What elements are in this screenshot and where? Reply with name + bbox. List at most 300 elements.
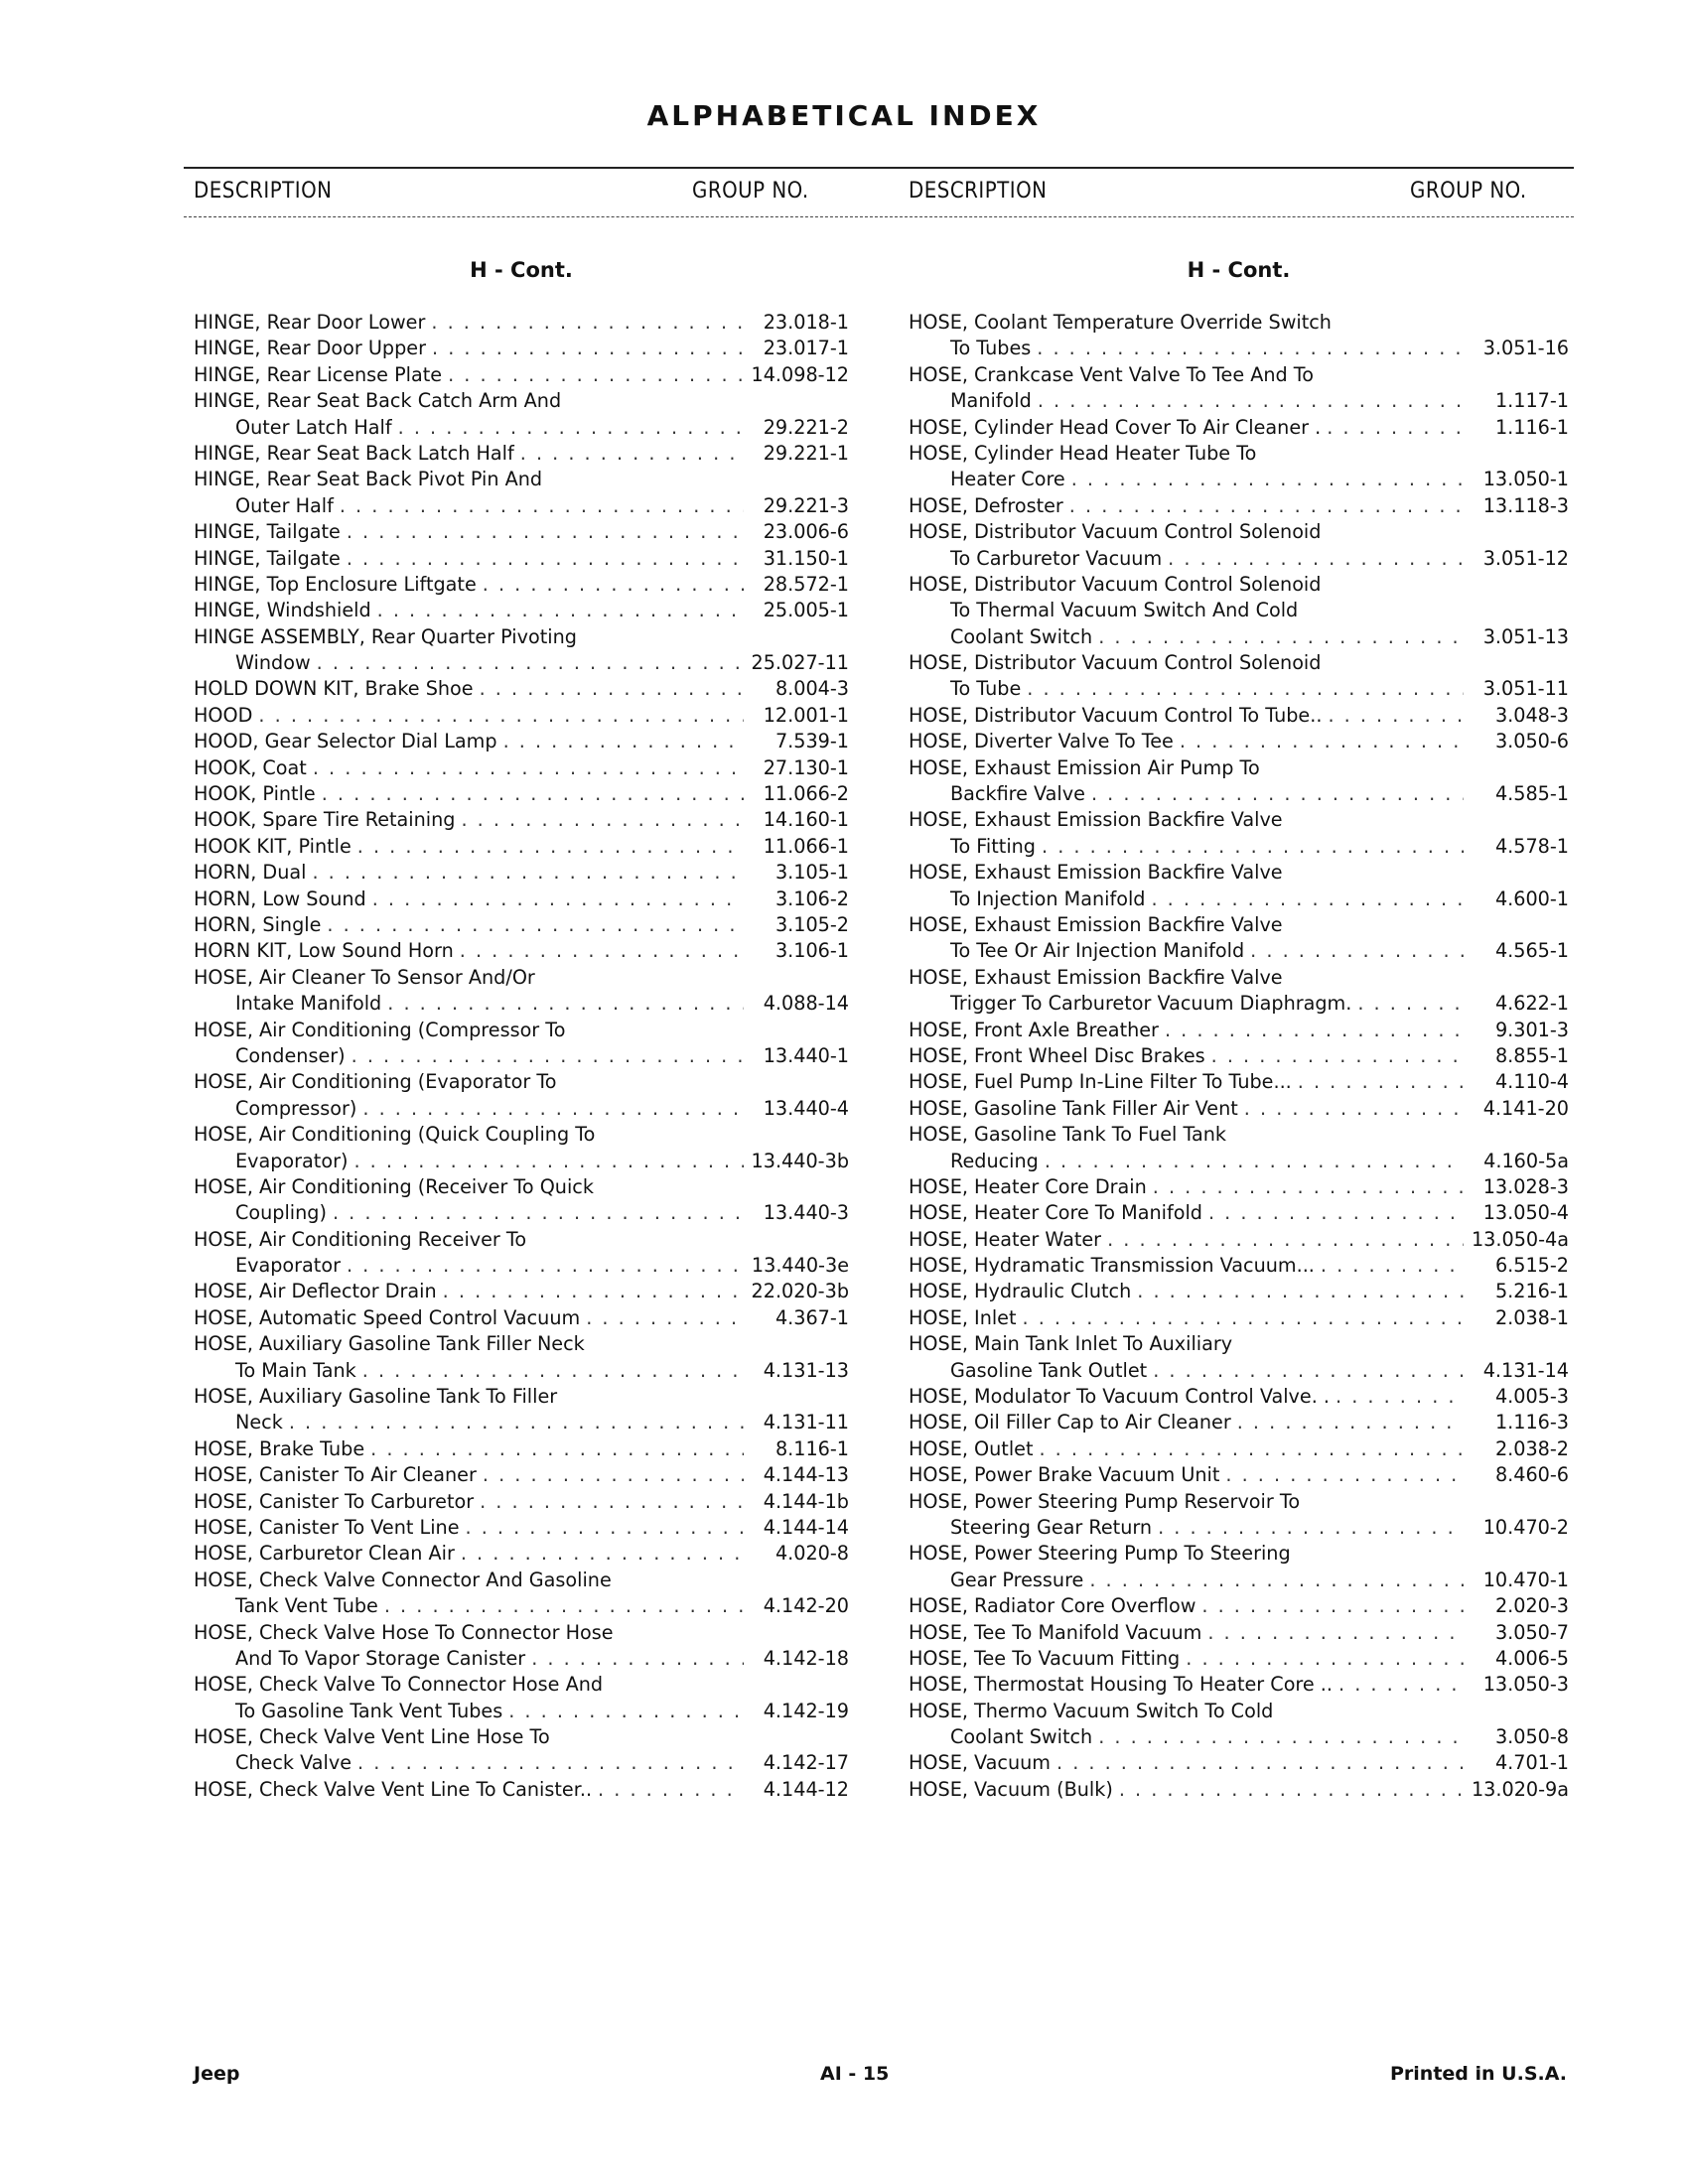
entry-group-number: 4.142-19 xyxy=(763,1699,849,1722)
dot-leader xyxy=(1023,1305,1464,1331)
index-entry xyxy=(194,965,849,1018)
entry-group-number: 13.050-1 xyxy=(1482,468,1569,491)
index-entry xyxy=(909,1174,1569,1200)
entry-description: Condenser) xyxy=(235,1043,346,1067)
entry-line xyxy=(909,1331,1569,1357)
entry-description: Coolant Switch xyxy=(950,624,1093,648)
entry-line xyxy=(194,310,849,336)
entry-line xyxy=(194,493,849,519)
dot-leader xyxy=(1069,493,1464,519)
entry-description: HORN KIT, Low Sound Horn xyxy=(194,939,454,963)
entry-description: HOSE, Air Conditioning (Evaporator To xyxy=(194,1070,557,1094)
entry-description: HOOD, Gear Selector Dial Lamp xyxy=(194,730,497,753)
entry-description: HINGE, Tailgate xyxy=(194,520,341,544)
dot-leader xyxy=(340,493,744,519)
entry-description: HOOK KIT, Pintle xyxy=(194,834,352,858)
entry-line xyxy=(909,1018,1569,1043)
entry-line xyxy=(909,729,1569,754)
entry-group-number: 4.144-14 xyxy=(763,1515,849,1539)
entry-line xyxy=(194,1724,849,1750)
entry-group-number: 23.006-6 xyxy=(763,520,849,544)
entry-line xyxy=(194,729,849,754)
entry-line xyxy=(194,1646,849,1672)
entry-line xyxy=(909,1174,1569,1200)
entry-line xyxy=(194,1331,849,1357)
entry-description: HOSE, Front Wheel Disc Brakes xyxy=(909,1043,1205,1067)
entry-group-number: 14.098-12 xyxy=(751,362,849,386)
dot-leader xyxy=(1037,336,1464,361)
entry-line xyxy=(909,1724,1569,1750)
entry-group-number: 13.440-3b xyxy=(751,1149,849,1172)
entry-group-number: 4.020-8 xyxy=(774,1542,849,1566)
entry-line xyxy=(194,1568,849,1593)
index-entry xyxy=(194,807,849,833)
dot-leader xyxy=(1165,1018,1464,1043)
entry-description: HORN, Dual xyxy=(194,861,307,885)
entry-description: HOSE, Exhaust Emission Backfire Valve xyxy=(909,861,1283,885)
entry-line xyxy=(194,388,849,414)
entry-line xyxy=(909,676,1569,702)
dot-leader xyxy=(353,1149,744,1174)
entry-line xyxy=(909,912,1569,938)
index-entry xyxy=(194,834,849,860)
entry-line xyxy=(909,1043,1569,1069)
dot-leader xyxy=(1158,1515,1464,1541)
entry-description: And To Vapor Storage Canister xyxy=(235,1646,526,1670)
index-entry xyxy=(909,1699,1569,1751)
entry-group-number: 4.622-1 xyxy=(1494,992,1569,1016)
dot-leader xyxy=(1237,1410,1464,1435)
index-entry xyxy=(194,1724,849,1777)
entry-group-number: 22.020-3b xyxy=(751,1280,849,1303)
entry-line xyxy=(909,624,1569,650)
entry-line xyxy=(909,1149,1569,1174)
entry-line xyxy=(909,546,1569,572)
entry-group-number: 25.027-11 xyxy=(751,651,849,675)
entry-description: Gear Pressure xyxy=(950,1568,1084,1591)
dot-leader xyxy=(1038,388,1464,414)
index-entry xyxy=(194,1174,849,1227)
entry-description: HOSE, Distributor Vacuum Control Solenoid xyxy=(909,572,1322,596)
entry-description: HOSE, Thermostat Housing To Heater Core .. xyxy=(909,1673,1334,1697)
dot-leader xyxy=(1336,1384,1464,1410)
entry-group-number: 4.142-20 xyxy=(763,1594,849,1618)
dot-leader xyxy=(1151,887,1464,912)
entry-group-number: 4.578-1 xyxy=(1494,834,1569,858)
entry-group-number: 11.066-2 xyxy=(763,782,849,806)
entry-description: HINGE ASSEMBLY, Rear Quarter Pivoting xyxy=(194,624,577,648)
entry-description: Window xyxy=(235,651,311,675)
entry-line xyxy=(909,598,1569,623)
entry-line xyxy=(909,1253,1569,1279)
entry-description: To Main Tank xyxy=(235,1358,356,1382)
entry-line xyxy=(909,860,1569,886)
index-entry xyxy=(909,1043,1569,1069)
dot-leader xyxy=(1211,1043,1464,1069)
index-entry xyxy=(909,965,1569,1018)
index-entry xyxy=(194,1384,849,1436)
entry-group-number: 13.440-4 xyxy=(763,1096,849,1120)
entry-line xyxy=(194,1750,849,1776)
entry-line xyxy=(194,860,849,886)
entry-line xyxy=(909,1568,1569,1593)
index-entry xyxy=(194,729,849,754)
dot-leader xyxy=(531,1646,744,1672)
dot-leader xyxy=(289,1410,744,1435)
dot-leader xyxy=(480,676,744,702)
entry-description: HOSE, Crankcase Vent Valve To Tee And To xyxy=(909,362,1314,386)
entry-line xyxy=(194,1227,849,1253)
index-entry xyxy=(194,572,849,598)
footer-page-number: AI - 15 xyxy=(820,2063,890,2085)
entry-line xyxy=(909,1777,1569,1803)
entry-group-number: 29.221-3 xyxy=(763,493,849,517)
entry-line xyxy=(909,1358,1569,1384)
entry-description: Outer Latch Half xyxy=(235,415,392,439)
entry-group-number: 4.088-14 xyxy=(763,992,849,1016)
entry-description: To Injection Manifold xyxy=(950,887,1146,910)
dot-leader xyxy=(586,1305,744,1331)
entry-description: Coupling) xyxy=(235,1201,327,1225)
entry-description: HOSE, Air Conditioning (Receiver To Quick xyxy=(194,1174,594,1198)
left-description-header: DESCRIPTION xyxy=(194,179,333,204)
entry-group-number: 4.110-4 xyxy=(1494,1070,1569,1094)
index-entry xyxy=(909,755,1569,808)
entry-group-number: 4.565-1 xyxy=(1494,939,1569,963)
index-entry xyxy=(194,1515,849,1541)
entry-line xyxy=(909,441,1569,467)
dot-leader xyxy=(1045,1149,1464,1174)
entry-group-number: 2.020-3 xyxy=(1494,1594,1569,1618)
dot-leader xyxy=(347,546,744,572)
index-entry xyxy=(194,781,849,807)
dot-leader xyxy=(317,650,744,676)
dot-leader xyxy=(312,860,744,886)
dot-leader xyxy=(1298,1069,1464,1095)
index-entry xyxy=(909,650,1569,703)
entry-line xyxy=(909,1541,1569,1567)
entry-group-number: 4.144-1b xyxy=(763,1489,849,1513)
entry-group-number: 1.117-1 xyxy=(1494,389,1569,413)
entry-line xyxy=(909,467,1569,492)
index-entry xyxy=(909,519,1569,572)
index-entry xyxy=(194,1777,849,1803)
index-entry xyxy=(194,1018,849,1070)
entry-group-number: 13.028-3 xyxy=(1482,1174,1569,1198)
entry-description: HOSE, Check Valve Connector And Gasoline xyxy=(194,1568,612,1591)
dot-leader xyxy=(347,519,744,545)
entry-group-number: 4.600-1 xyxy=(1494,887,1569,910)
index-entry xyxy=(909,1331,1569,1384)
entry-description: HOSE, Hydramatic Transmission Vacuum... xyxy=(909,1254,1315,1278)
entry-group-number: 7.539-1 xyxy=(774,730,849,753)
entry-description: HOSE, Thermo Vacuum Switch To Cold xyxy=(909,1699,1274,1722)
index-entry xyxy=(194,1069,849,1122)
entry-line xyxy=(909,1489,1569,1515)
entry-line xyxy=(909,1436,1569,1462)
dot-leader xyxy=(1119,1777,1464,1803)
entry-line xyxy=(194,1305,849,1331)
entry-description: HOSE, Fuel Pump In-Line Filter To Tube... xyxy=(909,1070,1292,1094)
left-section-heading: H - Cont. xyxy=(470,258,573,282)
entry-group-number: 13.440-1 xyxy=(763,1043,849,1067)
entry-group-number: 29.221-1 xyxy=(763,441,849,465)
index-entry xyxy=(909,1069,1569,1095)
entry-line xyxy=(194,1699,849,1724)
entry-line xyxy=(194,441,849,467)
left-index-column xyxy=(194,258,849,1803)
entry-group-number: 4.141-20 xyxy=(1482,1096,1569,1120)
entry-group-number: 3.051-13 xyxy=(1482,624,1569,648)
entry-description: HOSE, Exhaust Emission Air Pump To xyxy=(909,755,1260,779)
index-entry xyxy=(194,1541,849,1567)
dot-leader xyxy=(1107,1227,1464,1253)
entry-group-number: 3.048-3 xyxy=(1494,703,1569,727)
dot-leader xyxy=(1186,1646,1464,1672)
dot-leader xyxy=(1056,1750,1464,1776)
entry-group-number: 13.020-9a xyxy=(1471,1777,1569,1801)
entry-line xyxy=(194,1777,849,1803)
entry-description: Neck xyxy=(235,1411,283,1434)
entry-description: HINGE, Rear Door Lower xyxy=(194,311,426,334)
entry-description: HOSE, Power Brake Vacuum Unit xyxy=(909,1463,1220,1487)
entry-description: Coolant Switch xyxy=(950,1725,1093,1749)
entry-line xyxy=(909,807,1569,833)
entry-group-number: 4.142-18 xyxy=(763,1646,849,1670)
entry-line xyxy=(909,493,1569,519)
index-entry xyxy=(194,336,849,361)
dot-leader xyxy=(1089,1568,1464,1593)
index-entry xyxy=(909,362,1569,415)
entry-line xyxy=(194,1174,849,1200)
entry-description: HOSE, Air Deflector Drain xyxy=(194,1280,437,1303)
dot-leader xyxy=(313,755,744,781)
entry-description: HOSE, Vacuum (Bulk) xyxy=(909,1777,1113,1801)
entry-line xyxy=(194,1200,849,1226)
entry-line xyxy=(909,1227,1569,1253)
entry-line xyxy=(194,1279,849,1304)
entry-description: HOSE, Check Valve Hose To Connector Hose xyxy=(194,1620,614,1644)
dot-leader xyxy=(333,1200,744,1226)
dot-leader xyxy=(520,441,744,467)
dot-leader xyxy=(460,938,744,964)
entry-description: HOSE, Defroster xyxy=(909,493,1063,517)
entry-description: HOSE, Check Valve Vent Line Hose To xyxy=(194,1725,550,1749)
dot-leader xyxy=(432,336,744,361)
entry-line xyxy=(194,415,849,441)
index-entry xyxy=(194,755,849,781)
left-group-header: GROUP NO. xyxy=(692,179,809,204)
entry-description: Reducing xyxy=(950,1149,1039,1172)
index-entry xyxy=(909,1672,1569,1698)
dot-leader xyxy=(1201,1593,1464,1619)
entry-description: Intake Manifold xyxy=(235,992,382,1016)
index-entry xyxy=(194,912,849,938)
entry-group-number: 8.116-1 xyxy=(774,1436,849,1460)
dot-leader xyxy=(372,887,744,912)
entry-group-number: 13.118-3 xyxy=(1482,493,1569,517)
entry-description: Outer Half xyxy=(235,493,334,517)
entry-description: HOSE, Canister To Vent Line xyxy=(194,1515,460,1539)
entry-group-number: 3.050-7 xyxy=(1494,1620,1569,1644)
entry-line xyxy=(194,624,849,650)
entry-group-number: 8.004-3 xyxy=(774,677,849,701)
entry-group-number: 2.038-1 xyxy=(1494,1305,1569,1329)
entry-description: To Carburetor Vacuum xyxy=(950,546,1163,570)
entry-line xyxy=(909,887,1569,912)
page-title: ALPHABETICAL INDEX xyxy=(646,99,1042,132)
entry-line xyxy=(909,1069,1569,1095)
entry-line xyxy=(194,598,849,623)
entry-line xyxy=(909,755,1569,781)
dot-leader xyxy=(327,912,744,938)
entry-group-number: 3.105-2 xyxy=(774,912,849,936)
entry-line xyxy=(194,1541,849,1567)
entry-group-number: 10.470-1 xyxy=(1482,1568,1569,1591)
index-entry xyxy=(909,1541,1569,1593)
dot-leader xyxy=(384,1593,744,1619)
entry-group-number: 3.050-8 xyxy=(1494,1725,1569,1749)
index-entry xyxy=(909,572,1569,650)
entry-description: HINGE, Rear Seat Back Latch Half xyxy=(194,441,514,465)
entry-group-number: 12.001-1 xyxy=(763,703,849,727)
entry-line xyxy=(194,650,849,676)
index-entry xyxy=(194,388,849,441)
right-description-header: DESCRIPTION xyxy=(909,179,1048,204)
dot-leader xyxy=(398,415,744,441)
entry-group-number: 5.216-1 xyxy=(1494,1280,1569,1303)
entry-group-number: 3.105-1 xyxy=(774,861,849,885)
dot-leader xyxy=(1153,1174,1464,1200)
entry-description: HOSE, Hydraulic Clutch xyxy=(909,1280,1132,1303)
entry-line xyxy=(194,572,849,598)
entry-description: HOOK, Pintle xyxy=(194,782,316,806)
index-entry xyxy=(194,1305,849,1331)
entry-line xyxy=(909,310,1569,336)
entry-group-number: 3.106-1 xyxy=(774,939,849,963)
dot-leader xyxy=(1098,624,1464,650)
index-entry xyxy=(909,703,1569,729)
entry-group-number: 3.050-6 xyxy=(1494,730,1569,753)
entry-line xyxy=(909,938,1569,964)
entry-line xyxy=(909,1410,1569,1435)
entry-line xyxy=(194,1384,849,1410)
dot-leader xyxy=(362,1096,744,1122)
entry-line xyxy=(194,546,849,572)
index-entry xyxy=(909,1436,1569,1462)
entry-line xyxy=(909,1750,1569,1776)
entry-line xyxy=(194,1489,849,1515)
index-entry xyxy=(909,1593,1569,1619)
entry-description: HOSE, Heater Core Drain xyxy=(909,1174,1147,1198)
entry-description: Heater Core xyxy=(950,468,1065,491)
entry-description: HINGE, Rear Door Upper xyxy=(194,337,426,360)
entry-group-number: 1.116-3 xyxy=(1494,1411,1569,1434)
entry-description: HINGE, Top Enclosure Liftgate xyxy=(194,572,477,596)
index-entry xyxy=(909,1384,1569,1410)
entry-line xyxy=(194,1122,849,1148)
right-entry-list xyxy=(909,310,1569,1803)
entry-description: HOSE, Auxiliary Gasoline Tank Filler Neck xyxy=(194,1332,585,1356)
entry-line xyxy=(194,1515,849,1541)
dot-leader xyxy=(1098,1724,1464,1750)
entry-description: HORN, Single xyxy=(194,912,322,936)
dot-leader xyxy=(443,1279,744,1304)
entry-description: HINGE, Windshield xyxy=(194,599,371,622)
footer-brand: Jeep xyxy=(194,2063,240,2085)
entry-group-number: 4.006-5 xyxy=(1494,1646,1569,1670)
entry-description: HOSE, Check Valve To Connector Hose And xyxy=(194,1673,604,1697)
entry-line xyxy=(909,519,1569,545)
index-entry xyxy=(194,362,849,388)
dot-leader xyxy=(322,781,744,807)
entry-description: Tank Vent Tube xyxy=(235,1594,378,1618)
index-entry xyxy=(194,938,849,964)
entry-group-number: 13.440-3 xyxy=(763,1201,849,1225)
entry-description: HOSE, Vacuum xyxy=(909,1751,1051,1775)
entry-group-number: 2.038-2 xyxy=(1494,1436,1569,1460)
entry-group-number: 25.005-1 xyxy=(763,599,849,622)
entry-line xyxy=(194,336,849,361)
entry-line xyxy=(909,781,1569,807)
left-entry-list xyxy=(194,310,849,1803)
entry-description: HOSE, Tee To Manifold Vacuum xyxy=(909,1620,1202,1644)
entry-description: HOLD DOWN KIT, Brake Shoe xyxy=(194,677,474,701)
entry-group-number: 23.017-1 xyxy=(763,337,849,360)
dot-leader xyxy=(1180,729,1464,754)
entry-description: HOSE, Distributor Vacuum Control Solenoid xyxy=(909,651,1322,675)
entry-group-number: 3.106-2 xyxy=(774,887,849,910)
entry-group-number: 1.116-1 xyxy=(1494,415,1569,439)
entry-line xyxy=(194,991,849,1017)
entry-group-number: 4.160-5a xyxy=(1483,1149,1569,1172)
dot-leader xyxy=(480,1489,744,1515)
entry-line xyxy=(194,834,849,860)
entry-description: To Tee Or Air Injection Manifold xyxy=(950,939,1245,963)
index-entry xyxy=(909,1200,1569,1226)
entry-description: HOSE, Heater Water xyxy=(909,1227,1102,1251)
dot-leader xyxy=(1039,1436,1464,1462)
entry-line xyxy=(909,1462,1569,1488)
index-entry xyxy=(194,598,849,623)
entry-group-number: 4.585-1 xyxy=(1494,782,1569,806)
entry-description: HOSE, Front Axle Breather xyxy=(909,1018,1159,1041)
index-entry xyxy=(909,1096,1569,1122)
entry-group-number: 8.460-6 xyxy=(1494,1463,1569,1487)
entry-group-number: 4.142-17 xyxy=(763,1751,849,1775)
entry-description: To Tube xyxy=(950,677,1022,701)
entry-description: To Thermal Vacuum Switch And Cold xyxy=(950,599,1299,622)
index-entry xyxy=(194,1672,849,1724)
entry-line xyxy=(194,912,849,938)
index-entry xyxy=(909,1489,1569,1542)
entry-line xyxy=(909,1096,1569,1122)
index-entry xyxy=(909,415,1569,441)
dot-leader xyxy=(598,1777,744,1803)
entry-line xyxy=(909,1200,1569,1226)
entry-line xyxy=(909,1593,1569,1619)
entry-line xyxy=(194,1096,849,1122)
entry-line xyxy=(909,572,1569,598)
entry-description: HOOD xyxy=(194,703,253,727)
entry-group-number: 3.051-12 xyxy=(1482,546,1569,570)
index-entry xyxy=(194,624,849,677)
entry-description: HOSE, Air Conditioning (Compressor To xyxy=(194,1018,566,1041)
entry-line xyxy=(909,336,1569,361)
right-group-header: GROUP NO. xyxy=(1410,179,1527,204)
entry-line xyxy=(909,650,1569,676)
entry-description: HOSE, Radiator Core Overflow xyxy=(909,1594,1196,1618)
